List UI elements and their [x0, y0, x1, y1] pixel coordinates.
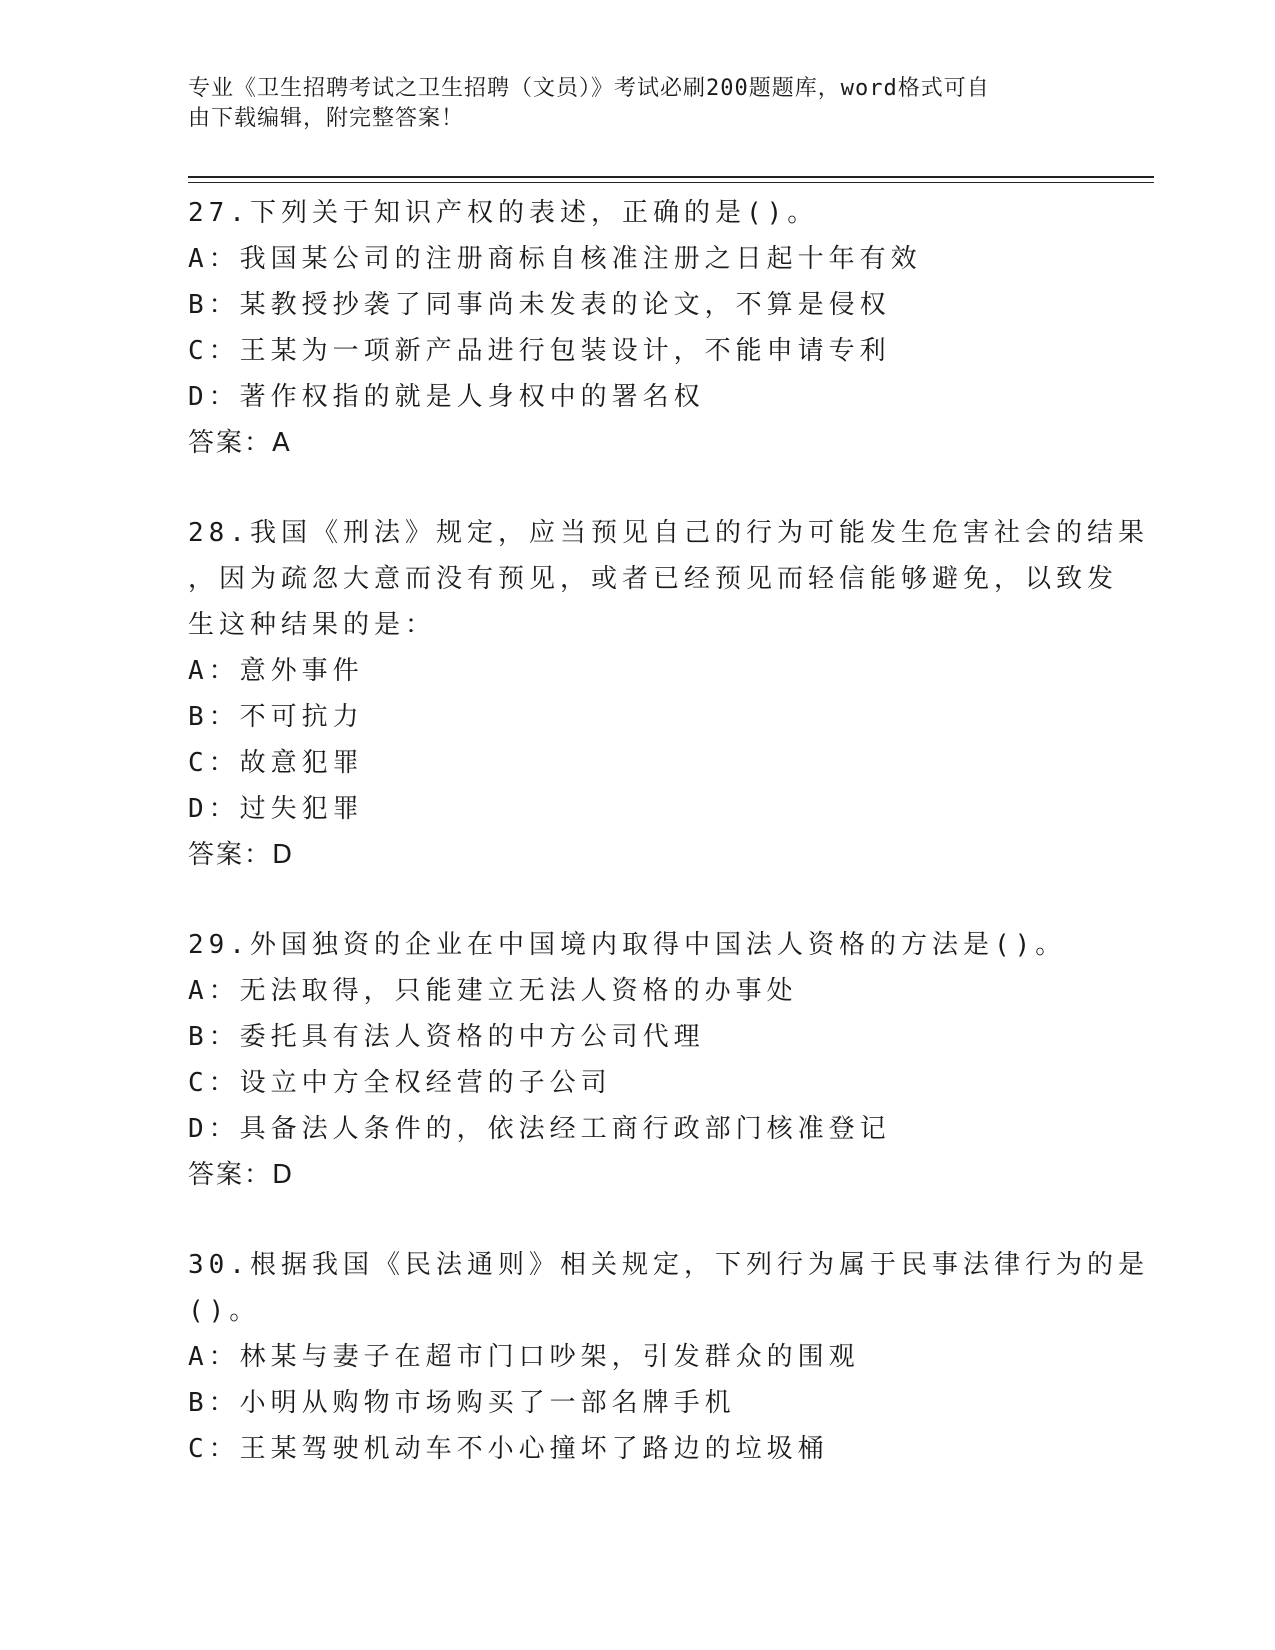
question-29 — [188, 922, 1088, 1198]
question-spacer — [188, 466, 1088, 510]
question-stem: 30.根据我国《民法通则》相关规定，下列行为属于民事法律行为的是 — [188, 1250, 1149, 1280]
question-27 — [188, 190, 1088, 466]
option-a: A：意外事件 — [188, 656, 364, 686]
option-c: C：故意犯罪 — [188, 748, 364, 778]
header-rule-thin — [188, 182, 1154, 183]
question-stem: 29.外国独资的企业在中国境内取得中国法人资格的方法是()。 — [188, 930, 1067, 960]
answer-label: 答案：D — [188, 840, 295, 870]
question-stem: 生这种结果的是： — [188, 610, 437, 640]
option-a: A：无法取得，只能建立无法人资格的办事处 — [188, 976, 798, 1006]
option-b: B：某教授抄袭了同事尚未发表的论文，不算是侵权 — [188, 290, 891, 320]
header-rule-thick — [188, 176, 1154, 178]
option-b: B：小明从购物市场购买了一部名牌手机 — [188, 1388, 736, 1418]
answer-label: 答案：D — [188, 1160, 295, 1190]
document-header — [188, 74, 1068, 134]
question-spacer — [188, 878, 1088, 922]
option-d: D：过失犯罪 — [188, 794, 364, 824]
question-spacer — [188, 1198, 1088, 1242]
question-30 — [188, 1242, 1149, 1472]
answer-label: 答案：A — [188, 428, 292, 458]
option-b: B：委托具有法人资格的中方公司代理 — [188, 1022, 705, 1052]
option-c: C：王某为一项新产品进行包装设计，不能申请专利 — [188, 336, 891, 366]
question-stem: ，因为疏忽大意而没有预见，或者已经预见而轻信能够避免，以致发 — [188, 564, 1119, 594]
question-28 — [188, 510, 1149, 878]
question-stem: 28.我国《刑法》规定，应当预见自己的行为可能发生危害社会的结果 — [188, 518, 1149, 548]
question-stem: ()。 — [188, 1296, 261, 1326]
question-stem: 27.下列关于知识产权的表述，正确的是()。 — [188, 198, 819, 228]
option-d: D：具备法人条件的，依法经工商行政部门核准登记 — [188, 1114, 891, 1144]
option-a: A：我国某公司的注册商标自核准注册之日起十年有效 — [188, 244, 922, 274]
option-c: C：王某驾驶机动车不小心撞坏了路边的垃圾桶 — [188, 1434, 829, 1464]
option-b: B：不可抗力 — [188, 702, 364, 732]
option-c: C：设立中方全权经营的子公司 — [188, 1068, 612, 1098]
option-a: A：林某与妻子在超市门口吵架，引发群众的围观 — [188, 1342, 860, 1372]
option-d: D：著作权指的就是人身权中的署名权 — [188, 382, 705, 412]
header-line-1: 专业《卫生招聘考试之卫生招聘（文员）》考试必刷200题题库，word格式可自 — [188, 76, 990, 101]
header-line-2: 由下载编辑，附完整答案！ — [188, 106, 465, 131]
question-list — [188, 190, 1149, 1472]
